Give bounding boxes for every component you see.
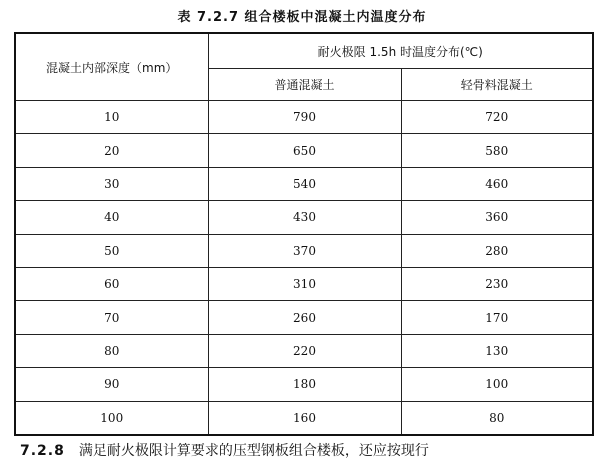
- cell-light: 280: [401, 234, 593, 267]
- cell-normal: 540: [208, 167, 401, 200]
- cell-depth: 100: [15, 401, 208, 435]
- table-row: [15, 234, 593, 267]
- header-depth-label: 混凝土内部深度（mm）: [46, 60, 178, 75]
- cell-light: 100: [401, 368, 593, 401]
- header-group: [208, 33, 593, 69]
- cell-normal: 310: [208, 267, 401, 300]
- cell-depth: 20: [15, 134, 208, 167]
- table-row: [15, 334, 593, 367]
- header-depth: [15, 33, 208, 101]
- cell-depth: 30: [15, 167, 208, 200]
- clause-text: 满足耐火极限计算要求的压型钢板组合楼板，还应按现行: [78, 443, 429, 459]
- cell-normal: 180: [208, 368, 401, 401]
- cell-normal: 370: [208, 234, 401, 267]
- cell-normal: 260: [208, 301, 401, 334]
- table-row: [15, 301, 593, 334]
- header-normal-label: 普通混凝土: [274, 78, 335, 92]
- cell-light: 230: [401, 267, 593, 300]
- cell-normal: 160: [208, 401, 401, 435]
- clause-number: 7.2.8: [20, 443, 65, 459]
- table-row: [15, 134, 593, 167]
- cell-depth: 40: [15, 201, 208, 234]
- header-light-concrete: [401, 69, 593, 101]
- cell-normal: 430: [208, 201, 401, 234]
- cell-normal: 790: [208, 101, 401, 134]
- cell-normal: 220: [208, 334, 401, 367]
- table-row: [15, 201, 593, 234]
- table-row: [15, 401, 593, 435]
- cell-light: 460: [401, 167, 593, 200]
- header-light-label: 轻骨料混凝土: [460, 78, 533, 92]
- clause-paragraph: [20, 440, 600, 460]
- cell-light: 720: [401, 101, 593, 134]
- cell-depth: 10: [15, 101, 208, 134]
- table-header-row: [15, 33, 593, 69]
- cell-light: 580: [401, 134, 593, 167]
- cell-light: 80: [401, 401, 593, 435]
- table-title: 表 7.2.7 组合楼板中混凝土内温度分布: [177, 10, 427, 25]
- cell-light: 130: [401, 334, 593, 367]
- cell-depth: 90: [15, 368, 208, 401]
- cell-normal: 650: [208, 134, 401, 167]
- temperature-table: [14, 32, 594, 436]
- cell-depth: 50: [15, 234, 208, 267]
- header-normal-concrete: [208, 69, 401, 101]
- cell-light: 170: [401, 301, 593, 334]
- cell-depth: 80: [15, 334, 208, 367]
- table-row: [15, 101, 593, 134]
- cell-depth: 60: [15, 267, 208, 300]
- cell-depth: 70: [15, 301, 208, 334]
- cell-light: 360: [401, 201, 593, 234]
- header-group-label: 耐火极限 1.5h 时温度分布(℃): [317, 44, 483, 59]
- table-row: [15, 267, 593, 300]
- table-row: [15, 368, 593, 401]
- table-row: [15, 167, 593, 200]
